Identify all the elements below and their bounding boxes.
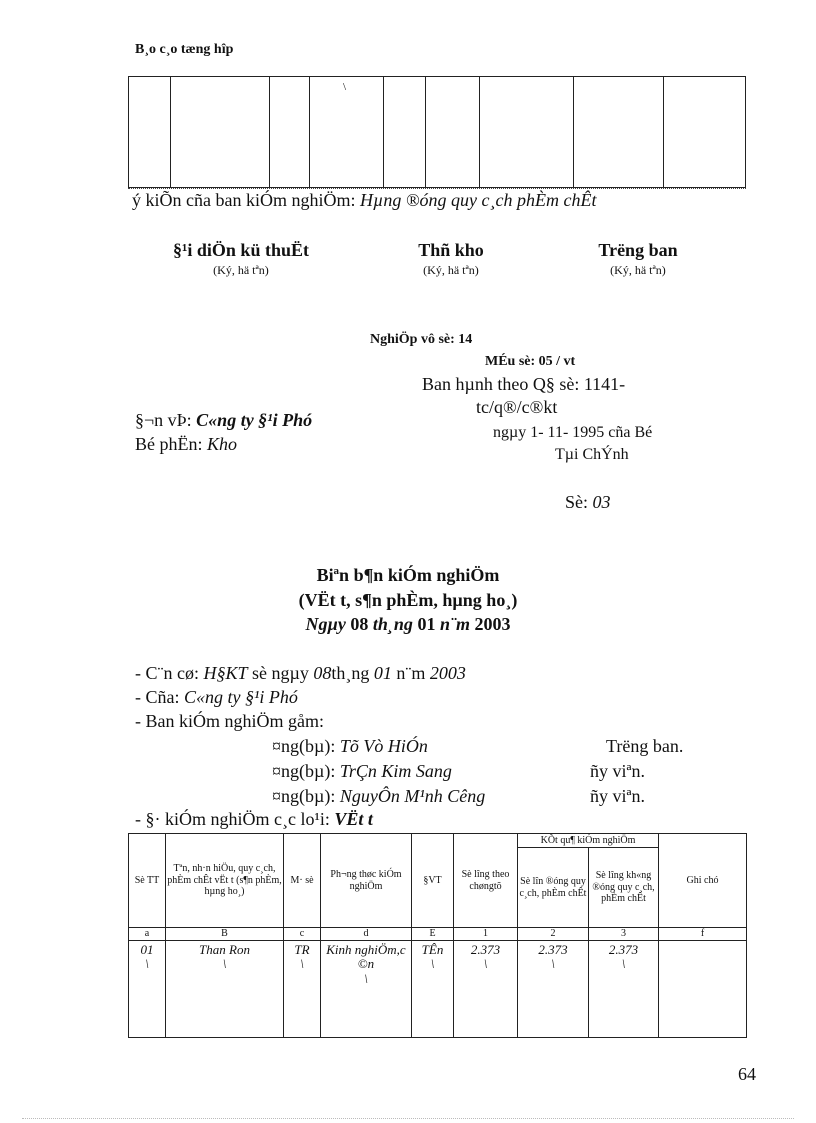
member-role: Trëng ban. xyxy=(606,736,684,756)
doc-date xyxy=(0,614,816,635)
cell-code xyxy=(284,940,321,1037)
inspected-value: VËt t xyxy=(334,809,373,829)
cell-method xyxy=(321,940,412,1037)
member-line xyxy=(272,736,428,757)
signature-note: (Ký, hä tªn) xyxy=(423,263,479,277)
date-year: 2003 xyxy=(474,614,511,634)
summary-table xyxy=(128,76,746,188)
header-qty-ok: Sè lîn ®óng quy c¸ch, phÈm chÊt xyxy=(518,848,589,928)
inspection-table xyxy=(128,833,747,1038)
dept-value: Kho xyxy=(207,434,238,454)
cell-text: 2.373 xyxy=(470,941,501,957)
cell-qty-doc xyxy=(454,940,518,1037)
basis-line xyxy=(135,663,466,684)
index-cell: f xyxy=(659,928,747,941)
cell-mark: \ xyxy=(364,971,368,987)
table-column-divider xyxy=(479,77,480,187)
header-name: Tªn, nh·n hiÖu, quy c¸ch, phÈm chÊt vËt t (s¶n phÈm, hµng ho¸) xyxy=(166,834,284,928)
table-column-divider xyxy=(663,77,664,187)
index-cell: E xyxy=(412,928,454,941)
of-line xyxy=(135,687,298,708)
number-value: 03 xyxy=(592,492,611,512)
header-unit: §VT xyxy=(412,834,454,928)
date-day: 08 xyxy=(350,614,369,634)
cell-text: 01 xyxy=(140,941,154,957)
table-column-divider xyxy=(383,77,384,187)
operation-number: NghiÖp vô sè: 14 xyxy=(370,332,473,347)
table-row xyxy=(129,940,747,1037)
board-label: - Ban kiÓm nghiÖm gåm: xyxy=(135,711,324,731)
table-column-divider xyxy=(425,77,426,187)
report-title: B¸o c¸o tæng hîp xyxy=(135,42,234,57)
basis-mid: th¸ng xyxy=(331,663,370,683)
cell-unit xyxy=(412,940,454,1037)
cell-text: 2.373 xyxy=(608,941,639,957)
signature-storekeeper xyxy=(396,240,506,278)
number-label: Sè: xyxy=(565,492,589,512)
cell-note xyxy=(659,940,747,1037)
index-cell: B xyxy=(166,928,284,941)
basis-mid: n¨m xyxy=(396,663,426,683)
cell-mark: \ xyxy=(430,956,435,972)
basis-year: 2003 xyxy=(429,663,466,683)
opinion-line xyxy=(132,190,596,211)
date-word-year: n¨m xyxy=(439,614,470,634)
index-cell: 1 xyxy=(454,928,518,941)
header-code: M· sè xyxy=(284,834,321,928)
unit-label: §¬n vÞ: xyxy=(135,410,192,430)
opinion-label: ý kiÕn cña ban kiÓm nghiÖm: xyxy=(132,190,356,210)
member-prefix: ¤ng(bµ): xyxy=(272,786,336,806)
index-cell: d xyxy=(321,928,412,941)
opinion-value: Hµng ®óng quy c¸ch phÈm chÊt xyxy=(359,190,597,210)
signature-chairman xyxy=(576,240,700,278)
issued-by-line-3: ngµy 1- 11- 1995 cña Bé xyxy=(493,424,653,441)
cell-text: TR xyxy=(294,941,310,957)
header-note: Ghi chó xyxy=(659,834,747,928)
cell-name xyxy=(166,940,284,1037)
member-prefix: ¤ng(bµ): xyxy=(272,761,336,781)
index-cell: a xyxy=(129,928,166,941)
of-value: C«ng ty §¹i Phó xyxy=(184,687,298,707)
basis-doc: H§KT xyxy=(203,663,248,683)
table-column-divider xyxy=(269,77,270,187)
cell-stt xyxy=(129,940,166,1037)
table-column-divider xyxy=(309,77,310,187)
basis-month: 01 xyxy=(373,663,392,683)
cell-mark: \ xyxy=(300,956,304,972)
index-cell: 3 xyxy=(589,928,659,941)
inspected-label: - §· kiÓm nghiÖm c¸c lo¹i: xyxy=(135,809,330,829)
signature-title: §¹i diÖn kü thuËt xyxy=(173,240,309,260)
cell-mark: \ xyxy=(551,956,555,972)
doc-subtitle: (VËt t, s¶n phÈm, hµng ho¸) xyxy=(298,590,518,610)
issued-by-line-4: Tµi ChÝnh xyxy=(555,446,629,463)
dept-label: Bé phËn: xyxy=(135,434,203,454)
cell-text: 2.373 xyxy=(538,941,568,957)
table-mark: \ xyxy=(343,81,347,93)
cell-text: Than Ron xyxy=(199,941,250,957)
basis-mid: sè ngµy xyxy=(252,663,309,683)
signature-note: (Ký, hä tªn) xyxy=(213,263,269,277)
cell-mark: \ xyxy=(145,956,149,972)
cell-text: TÊn xyxy=(421,941,444,957)
cell-mark: \ xyxy=(222,956,227,972)
basis-prefix: - C¨n cø: xyxy=(135,663,199,683)
member-prefix: ¤ng(bµ): xyxy=(272,736,336,756)
header-qty-doc: Sè lîng theo chøngtõ xyxy=(454,834,518,928)
header-qty-bad: Sè lîng kh«ng ®óng quy c¸ch, phÈm chÊt xyxy=(589,848,659,928)
index-cell: 2 xyxy=(518,928,589,941)
signature-technical xyxy=(146,240,336,278)
unit-line xyxy=(135,410,312,431)
header-stt: Sè TT xyxy=(129,834,166,928)
of-label: - Cña: xyxy=(135,687,180,707)
member-name: Tõ Vò HiÓn xyxy=(339,736,428,756)
unit-value: C«ng ty §¹i Phó xyxy=(196,410,313,430)
member-line xyxy=(272,761,452,782)
signature-title: Trëng ban xyxy=(598,240,678,260)
doc-title: Biªn b¶n kiÓm nghiÖm xyxy=(316,565,500,585)
member-name: NguyÔn M¹nh Cêng xyxy=(339,786,486,806)
signature-title: Thñ kho xyxy=(418,240,484,260)
member-name: TrÇn Kim Sang xyxy=(339,761,452,781)
index-cell: c xyxy=(284,928,321,941)
cell-qty-ok xyxy=(518,940,589,1037)
member-role: ñy viªn. xyxy=(590,761,645,781)
table-column-divider xyxy=(573,77,574,187)
form-number: MÉu sè: 05 / vt xyxy=(485,354,576,369)
table-index-row xyxy=(129,928,747,941)
table-column-divider xyxy=(170,77,171,187)
issued-by-line-2: tc/q®/c®kt xyxy=(476,397,558,417)
date-word-day: Ngµy xyxy=(305,614,346,634)
cell-mark: \ xyxy=(483,956,488,972)
inspected-line xyxy=(135,809,373,830)
footer-rule xyxy=(22,1118,794,1119)
basis-day: 08 xyxy=(313,663,332,683)
cell-qty-bad xyxy=(589,940,659,1037)
member-role: ñy viªn. xyxy=(590,786,645,806)
date-month: 01 xyxy=(417,614,436,634)
cell-text: Kinh nghiÖm,c ©n xyxy=(326,941,406,972)
document-number xyxy=(565,492,611,513)
cell-mark: \ xyxy=(621,956,626,972)
page-number: 64 xyxy=(738,1064,756,1084)
date-word-month: th¸ng xyxy=(372,614,413,634)
header-result-group: KÕt qu¶ kiÓm nghiÖm xyxy=(518,834,659,848)
dept-line xyxy=(135,434,237,455)
signature-note: (Ký, hä tªn) xyxy=(610,263,666,277)
issued-by-line-1: Ban hµnh theo Q§ sè: 1141- xyxy=(422,374,626,394)
header-method: Ph¬ng thøc kiÓm nghiÖm xyxy=(321,834,412,928)
member-line xyxy=(272,786,485,807)
